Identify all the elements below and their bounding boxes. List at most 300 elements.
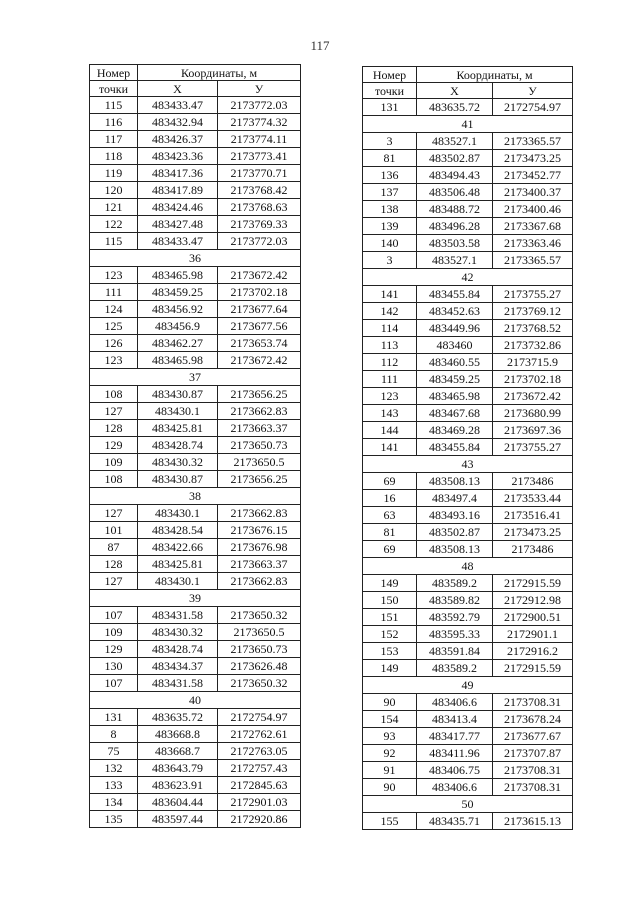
- table-row: [90, 709, 301, 726]
- point-number-cell: 108: [90, 386, 138, 403]
- x-coordinate-cell: 483496.28: [417, 218, 493, 235]
- point-number-cell: 16: [363, 490, 417, 507]
- group-row: [90, 250, 301, 267]
- point-number-cell: 135: [90, 811, 138, 828]
- x-coordinate-cell: 483488.72: [417, 201, 493, 218]
- point-number-cell: 123: [363, 388, 417, 405]
- table-row: [363, 201, 573, 218]
- table-row: [90, 658, 301, 675]
- x-coordinate-cell: 483497.4: [417, 490, 493, 507]
- group-label: 43: [363, 456, 573, 473]
- point-number-cell: 90: [363, 779, 417, 796]
- point-number-cell: 3: [363, 133, 417, 150]
- table-row: [90, 403, 301, 420]
- table-row: [90, 352, 301, 369]
- group-label: 37: [90, 369, 301, 386]
- x-coordinate-cell: 483406.75: [417, 762, 493, 779]
- y-coordinate-cell: 2173663.37: [218, 556, 301, 573]
- point-number-cell: 114: [363, 320, 417, 337]
- table-row: [90, 624, 301, 641]
- y-coordinate-cell: 2173650.32: [218, 675, 301, 692]
- x-coordinate-cell: 483592.79: [417, 609, 493, 626]
- x-coordinate-cell: 483502.87: [417, 150, 493, 167]
- group-label: 40: [90, 692, 301, 709]
- y-coordinate-cell: 2173702.18: [493, 371, 573, 388]
- point-number-cell: 136: [363, 167, 417, 184]
- y-coordinate-cell: 2172900.51: [493, 609, 573, 626]
- y-coordinate-cell: 2173486: [493, 541, 573, 558]
- table-row: [90, 148, 301, 165]
- x-coordinate-cell: 483502.87: [417, 524, 493, 541]
- table-row: [90, 760, 301, 777]
- x-coordinate-cell: 483425.81: [138, 420, 218, 437]
- y-coordinate-cell: 2173672.42: [218, 267, 301, 284]
- x-coordinate-cell: 483469.28: [417, 422, 493, 439]
- point-number-cell: 81: [363, 150, 417, 167]
- y-coordinate-cell: 2173650.5: [218, 624, 301, 641]
- table-row: [363, 507, 573, 524]
- group-label: 42: [363, 269, 573, 286]
- table-row: [363, 371, 573, 388]
- point-number-cell: 63: [363, 507, 417, 524]
- point-number-cell: 3: [363, 252, 417, 269]
- y-coordinate-cell: 2173533.44: [493, 490, 573, 507]
- table-row: [363, 643, 573, 660]
- x-coordinate-cell: 483455.84: [417, 439, 493, 456]
- group-row: [363, 456, 573, 473]
- table-row: [363, 235, 573, 252]
- y-coordinate-cell: 2173486: [493, 473, 573, 490]
- x-coordinate-cell: 483465.98: [138, 352, 218, 369]
- table-row: [363, 422, 573, 439]
- table-row: [363, 660, 573, 677]
- x-coordinate-cell: 483455.84: [417, 286, 493, 303]
- x-coordinate-cell: 483506.48: [417, 184, 493, 201]
- y-coordinate-cell: 2173708.31: [493, 694, 573, 711]
- y-coordinate-cell: 2173680.99: [493, 405, 573, 422]
- point-number-cell: 130: [90, 658, 138, 675]
- point-number-cell: 90: [363, 694, 417, 711]
- group-row: [363, 796, 573, 813]
- x-coordinate-cell: 483494.43: [417, 167, 493, 184]
- point-number-cell: 117: [90, 131, 138, 148]
- point-number-cell: 153: [363, 643, 417, 660]
- y-coordinate-cell: 2173367.68: [493, 218, 573, 235]
- coordinates-table-left: [89, 64, 301, 828]
- table-row: [363, 303, 573, 320]
- group-row: [90, 692, 301, 709]
- table-row: [363, 711, 573, 728]
- point-number-cell: 132: [90, 760, 138, 777]
- x-coordinate-cell: 483527.1: [417, 252, 493, 269]
- x-coordinate-cell: 483417.77: [417, 728, 493, 745]
- point-number-cell: 115: [90, 97, 138, 114]
- y-coordinate-cell: 2172901.03: [218, 794, 301, 811]
- point-number-cell: 137: [363, 184, 417, 201]
- coordinates-table-right: [362, 66, 573, 830]
- table-row: [363, 694, 573, 711]
- y-coordinate-cell: 2173755.27: [493, 439, 573, 456]
- table-row: [90, 743, 301, 760]
- y-coordinate-cell: 2173615.13: [493, 813, 573, 830]
- point-number-cell: 126: [90, 335, 138, 352]
- group-label: 38: [90, 488, 301, 505]
- x-coordinate-cell: 483431.58: [138, 607, 218, 624]
- point-number-cell: 127: [90, 573, 138, 590]
- point-number-cell: 123: [90, 267, 138, 284]
- x-coordinate-cell: 483459.25: [417, 371, 493, 388]
- x-coordinate-cell: 483430.32: [138, 624, 218, 641]
- table-row: [363, 405, 573, 422]
- table-row: [363, 320, 573, 337]
- point-number-cell: 131: [90, 709, 138, 726]
- x-coordinate-cell: 483503.58: [417, 235, 493, 252]
- point-number-cell: 101: [90, 522, 138, 539]
- point-number-cell: 143: [363, 405, 417, 422]
- table-row: [90, 335, 301, 352]
- y-coordinate-cell: 2172920.86: [218, 811, 301, 828]
- point-number-cell: 87: [90, 539, 138, 556]
- point-number-cell: 109: [90, 454, 138, 471]
- x-coordinate-cell: 483417.89: [138, 182, 218, 199]
- x-coordinate-cell: 483589.82: [417, 592, 493, 609]
- y-coordinate-cell: 2173676.15: [218, 522, 301, 539]
- y-coordinate-cell: 2172763.05: [218, 743, 301, 760]
- table-row: [90, 267, 301, 284]
- point-number-cell: 113: [363, 337, 417, 354]
- point-number-cell: 142: [363, 303, 417, 320]
- header-coordinates: Координаты, м: [138, 65, 301, 81]
- table-row: [363, 779, 573, 796]
- point-number-cell: 150: [363, 592, 417, 609]
- header-point-number: Номер: [363, 67, 417, 83]
- table-row: [90, 794, 301, 811]
- y-coordinate-cell: 2172754.97: [218, 709, 301, 726]
- x-coordinate-cell: 483432.94: [138, 114, 218, 131]
- y-coordinate-cell: 2173773.41: [218, 148, 301, 165]
- group-label: 36: [90, 250, 301, 267]
- table-row: [90, 811, 301, 828]
- group-row: [363, 116, 573, 133]
- point-number-cell: 69: [363, 541, 417, 558]
- table-row: [363, 745, 573, 762]
- x-coordinate-cell: 483589.2: [417, 660, 493, 677]
- point-number-cell: 124: [90, 301, 138, 318]
- table-row: [363, 354, 573, 371]
- y-coordinate-cell: 2173770.71: [218, 165, 301, 182]
- y-coordinate-cell: 2172845.63: [218, 777, 301, 794]
- table-row: [363, 286, 573, 303]
- x-coordinate-cell: 483435.71: [417, 813, 493, 830]
- table-row: [363, 575, 573, 592]
- point-number-cell: 107: [90, 675, 138, 692]
- table-row: [363, 541, 573, 558]
- y-coordinate-cell: 2173473.25: [493, 524, 573, 541]
- table-row: [363, 184, 573, 201]
- table-row: [90, 522, 301, 539]
- y-coordinate-cell: 2173707.87: [493, 745, 573, 762]
- table-row: [90, 318, 301, 335]
- x-coordinate-cell: 483508.13: [417, 473, 493, 490]
- y-coordinate-cell: 2173626.48: [218, 658, 301, 675]
- group-row: [363, 269, 573, 286]
- y-coordinate-cell: 2173769.12: [493, 303, 573, 320]
- point-number-cell: 111: [90, 284, 138, 301]
- x-coordinate-cell: 483508.13: [417, 541, 493, 558]
- x-coordinate-cell: 483434.37: [138, 658, 218, 675]
- point-number-cell: 149: [363, 660, 417, 677]
- x-coordinate-cell: 483431.58: [138, 675, 218, 692]
- point-number-cell: 139: [363, 218, 417, 235]
- table-row: [363, 609, 573, 626]
- point-number-cell: 128: [90, 556, 138, 573]
- y-coordinate-cell: 2173662.83: [218, 573, 301, 590]
- x-coordinate-cell: 483462.27: [138, 335, 218, 352]
- y-coordinate-cell: 2173516.41: [493, 507, 573, 524]
- point-number-cell: 81: [363, 524, 417, 541]
- x-coordinate-cell: 483668.8: [138, 726, 218, 743]
- table-row: [90, 216, 301, 233]
- y-coordinate-cell: 2172915.59: [493, 575, 573, 592]
- x-coordinate-cell: 483597.44: [138, 811, 218, 828]
- table-row: [363, 728, 573, 745]
- table-row: [363, 167, 573, 184]
- table-row: [363, 626, 573, 643]
- point-number-cell: 116: [90, 114, 138, 131]
- point-number-cell: 151: [363, 609, 417, 626]
- table-row: [90, 641, 301, 658]
- x-coordinate-cell: 483406.6: [417, 779, 493, 796]
- y-coordinate-cell: 2173650.73: [218, 437, 301, 454]
- group-label: 48: [363, 558, 573, 575]
- x-coordinate-cell: 483643.79: [138, 760, 218, 777]
- x-coordinate-cell: 483406.6: [417, 694, 493, 711]
- header-point-number-2: точки: [90, 81, 138, 97]
- point-number-cell: 118: [90, 148, 138, 165]
- y-coordinate-cell: 2172901.1: [493, 626, 573, 643]
- point-number-cell: 129: [90, 641, 138, 658]
- y-coordinate-cell: 2173672.42: [218, 352, 301, 369]
- point-number-cell: 144: [363, 422, 417, 439]
- point-number-cell: 108: [90, 471, 138, 488]
- y-coordinate-cell: 2172762.61: [218, 726, 301, 743]
- x-coordinate-cell: 483460.55: [417, 354, 493, 371]
- table-row: [363, 762, 573, 779]
- y-coordinate-cell: 2173656.25: [218, 386, 301, 403]
- y-coordinate-cell: 2173653.74: [218, 335, 301, 352]
- y-coordinate-cell: 2173650.73: [218, 641, 301, 658]
- page-number: 117: [310, 38, 330, 53]
- y-coordinate-cell: 2173663.37: [218, 420, 301, 437]
- table-row: [90, 556, 301, 573]
- x-coordinate-cell: 483635.72: [138, 709, 218, 726]
- point-number-cell: 121: [90, 199, 138, 216]
- table-row: [90, 777, 301, 794]
- point-number-cell: 91: [363, 762, 417, 779]
- point-number-cell: 141: [363, 286, 417, 303]
- x-coordinate-cell: 483465.98: [417, 388, 493, 405]
- point-number-cell: 141: [363, 439, 417, 456]
- x-coordinate-cell: 483452.63: [417, 303, 493, 320]
- table-row: [363, 592, 573, 609]
- point-number-cell: 93: [363, 728, 417, 745]
- x-coordinate-cell: 483456.9: [138, 318, 218, 335]
- table-row: [363, 813, 573, 830]
- header-coordinates: Координаты, м: [417, 67, 573, 83]
- group-label: 50: [363, 796, 573, 813]
- x-coordinate-cell: 483430.87: [138, 386, 218, 403]
- header-point-number: Номер: [90, 65, 138, 81]
- point-number-cell: 154: [363, 711, 417, 728]
- x-coordinate-cell: 483425.81: [138, 556, 218, 573]
- table-row: [90, 607, 301, 624]
- y-coordinate-cell: 2173702.18: [218, 284, 301, 301]
- group-row: [363, 677, 573, 694]
- y-coordinate-cell: 2173650.32: [218, 607, 301, 624]
- x-coordinate-cell: 483465.98: [138, 267, 218, 284]
- y-coordinate-cell: 2173677.67: [493, 728, 573, 745]
- header-y: У: [493, 83, 573, 99]
- y-coordinate-cell: 2173774.32: [218, 114, 301, 131]
- x-coordinate-cell: 483424.46: [138, 199, 218, 216]
- point-number-cell: 140: [363, 235, 417, 252]
- table-row: [363, 524, 573, 541]
- point-number-cell: 69: [363, 473, 417, 490]
- table-row: [90, 386, 301, 403]
- y-coordinate-cell: 2173662.83: [218, 505, 301, 522]
- y-coordinate-cell: 2173708.31: [493, 762, 573, 779]
- table-row: [363, 388, 573, 405]
- table-row: [90, 284, 301, 301]
- point-number-cell: 92: [363, 745, 417, 762]
- point-number-cell: 138: [363, 201, 417, 218]
- x-coordinate-cell: 483433.47: [138, 97, 218, 114]
- table-row: [90, 182, 301, 199]
- table-row: [90, 131, 301, 148]
- x-coordinate-cell: 483604.44: [138, 794, 218, 811]
- y-coordinate-cell: 2173732.86: [493, 337, 573, 354]
- x-coordinate-cell: 483430.1: [138, 573, 218, 590]
- y-coordinate-cell: 2172754.97: [493, 99, 573, 116]
- point-number-cell: 109: [90, 624, 138, 641]
- x-coordinate-cell: 483427.48: [138, 216, 218, 233]
- group-label: 39: [90, 590, 301, 607]
- y-coordinate-cell: 2173768.42: [218, 182, 301, 199]
- y-coordinate-cell: 2172915.59: [493, 660, 573, 677]
- point-number-cell: 120: [90, 182, 138, 199]
- x-coordinate-cell: 483413.4: [417, 711, 493, 728]
- y-coordinate-cell: 2173473.25: [493, 150, 573, 167]
- point-number-cell: 119: [90, 165, 138, 182]
- header-x: X: [417, 83, 493, 99]
- point-number-cell: 129: [90, 437, 138, 454]
- y-coordinate-cell: 2173677.64: [218, 301, 301, 318]
- x-coordinate-cell: 483426.37: [138, 131, 218, 148]
- y-coordinate-cell: 2173772.03: [218, 233, 301, 250]
- header-point-number-2: точки: [363, 83, 417, 99]
- x-coordinate-cell: 483428.54: [138, 522, 218, 539]
- y-coordinate-cell: 2173365.57: [493, 133, 573, 150]
- y-coordinate-cell: 2173656.25: [218, 471, 301, 488]
- x-coordinate-cell: 483433.47: [138, 233, 218, 250]
- y-coordinate-cell: 2173715.9: [493, 354, 573, 371]
- x-coordinate-cell: 483430.1: [138, 505, 218, 522]
- point-number-cell: 152: [363, 626, 417, 643]
- y-coordinate-cell: 2172916.2: [493, 643, 573, 660]
- point-number-cell: 123: [90, 352, 138, 369]
- y-coordinate-cell: 2173772.03: [218, 97, 301, 114]
- y-coordinate-cell: 2173365.57: [493, 252, 573, 269]
- y-coordinate-cell: 2173677.56: [218, 318, 301, 335]
- table-row: [363, 439, 573, 456]
- header-x: X: [138, 81, 218, 97]
- table-row: [90, 505, 301, 522]
- table-row: [363, 150, 573, 167]
- table-row: [90, 233, 301, 250]
- point-number-cell: 128: [90, 420, 138, 437]
- group-row: [90, 488, 301, 505]
- point-number-cell: 111: [363, 371, 417, 388]
- table-row: [90, 437, 301, 454]
- y-coordinate-cell: 2173400.46: [493, 201, 573, 218]
- y-coordinate-cell: 2173697.36: [493, 422, 573, 439]
- y-coordinate-cell: 2173769.33: [218, 216, 301, 233]
- table-row: [363, 252, 573, 269]
- table-row: [363, 337, 573, 354]
- table-row: [363, 218, 573, 235]
- x-coordinate-cell: 483449.96: [417, 320, 493, 337]
- x-coordinate-cell: 483635.72: [417, 99, 493, 116]
- y-coordinate-cell: 2173400.37: [493, 184, 573, 201]
- y-coordinate-cell: 2172757.43: [218, 760, 301, 777]
- table-row: [90, 675, 301, 692]
- y-coordinate-cell: 2173363.46: [493, 235, 573, 252]
- point-number-cell: 107: [90, 607, 138, 624]
- point-number-cell: 75: [90, 743, 138, 760]
- table-row: [363, 99, 573, 116]
- point-number-cell: 149: [363, 575, 417, 592]
- table-row: [363, 490, 573, 507]
- point-number-cell: 115: [90, 233, 138, 250]
- point-number-cell: 155: [363, 813, 417, 830]
- table-row: [90, 454, 301, 471]
- x-coordinate-cell: 483428.74: [138, 437, 218, 454]
- table-row: [90, 573, 301, 590]
- point-number-cell: 112: [363, 354, 417, 371]
- x-coordinate-cell: 483423.36: [138, 148, 218, 165]
- point-number-cell: 127: [90, 505, 138, 522]
- table-row: [90, 165, 301, 182]
- table-row: [363, 473, 573, 490]
- y-coordinate-cell: 2173755.27: [493, 286, 573, 303]
- x-coordinate-cell: 483459.25: [138, 284, 218, 301]
- table-row: [90, 420, 301, 437]
- table-row: [90, 301, 301, 318]
- point-number-cell: 134: [90, 794, 138, 811]
- y-coordinate-cell: 2173676.98: [218, 539, 301, 556]
- table-row: [90, 539, 301, 556]
- x-coordinate-cell: 483668.7: [138, 743, 218, 760]
- y-coordinate-cell: 2173768.63: [218, 199, 301, 216]
- x-coordinate-cell: 483591.84: [417, 643, 493, 660]
- x-coordinate-cell: 483430.1: [138, 403, 218, 420]
- y-coordinate-cell: 2173672.42: [493, 388, 573, 405]
- y-coordinate-cell: 2173452.77: [493, 167, 573, 184]
- y-coordinate-cell: 2173774.11: [218, 131, 301, 148]
- x-coordinate-cell: 483460: [417, 337, 493, 354]
- table-row: [90, 97, 301, 114]
- x-coordinate-cell: 483456.92: [138, 301, 218, 318]
